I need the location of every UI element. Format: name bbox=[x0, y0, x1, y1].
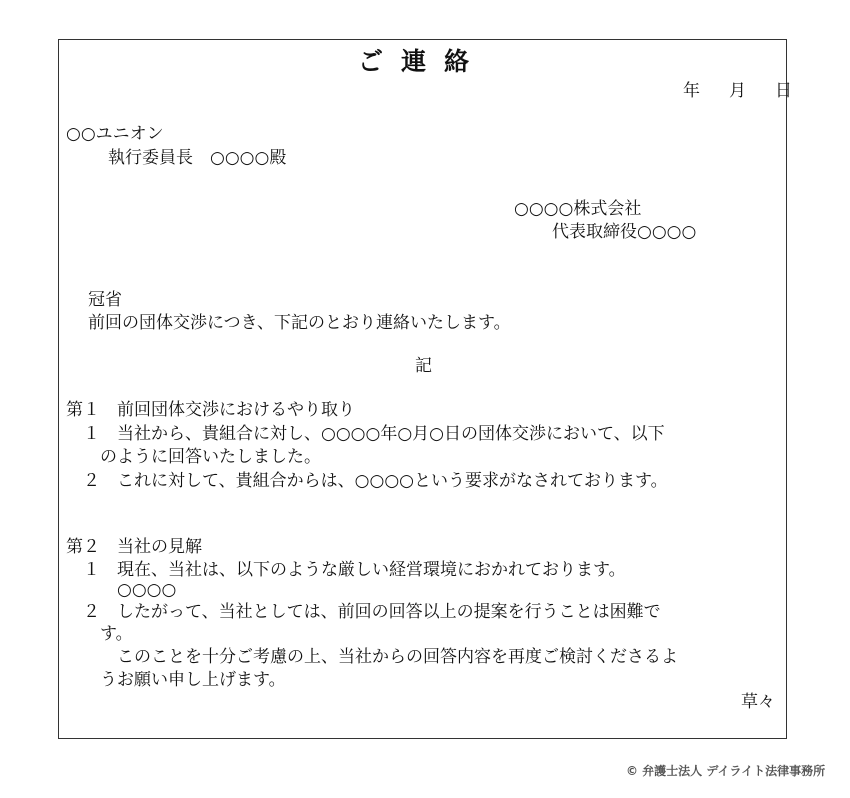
sender-company: ○○○○株式会社 bbox=[514, 199, 642, 219]
copyright-footer: © 弁護士法人 デイライト法律事務所 bbox=[626, 764, 826, 778]
section-2-line: す。 bbox=[66, 624, 133, 644]
section-2-line: ２ したがって、当社としては、前回の回答以上の提案を行うことは困難で bbox=[66, 602, 661, 622]
date-line: 年 月 日 bbox=[683, 81, 798, 101]
section-1-line: １ 当社から、貴組合に対し、○○○○年○月○日の団体交渉において、以下 bbox=[66, 424, 665, 444]
addressee-person: 執行委員長 ○○○○殿 bbox=[108, 148, 287, 168]
document-title: ご連絡 bbox=[358, 47, 488, 76]
section-2-line: うお願い申し上げます。 bbox=[66, 670, 286, 690]
section-1-line: のように回答いたしました。 bbox=[66, 447, 321, 467]
closing: 草々 bbox=[741, 692, 775, 712]
section-2-heading: 第２ 当社の見解 bbox=[66, 537, 202, 557]
greeting: 冠省 bbox=[88, 290, 122, 310]
sender-representative: 代表取締役○○○○ bbox=[552, 222, 697, 242]
section-2-line: このことを十分ご考慮の上、当社からの回答内容を再度ご検討くださるよ bbox=[66, 647, 678, 667]
section-1-line: ２ これに対して、貴組合からは、○○○○という要求がなされております。 bbox=[66, 471, 668, 491]
section-1-heading: 第１ 前回団体交渉におけるやり取り bbox=[66, 400, 355, 420]
document-frame bbox=[58, 39, 787, 739]
intro-text: 前回の団体交渉につき、下記のとおり連絡いたします。 bbox=[88, 313, 511, 333]
addressee-org: ○○ユニオン bbox=[66, 124, 164, 144]
section-2-line: ○○○○ bbox=[66, 580, 177, 600]
section-2-line: １ 現在、当社は、以下のような厳しい経営環境におかれております。 bbox=[66, 560, 626, 580]
ki-label: 記 bbox=[415, 356, 432, 376]
